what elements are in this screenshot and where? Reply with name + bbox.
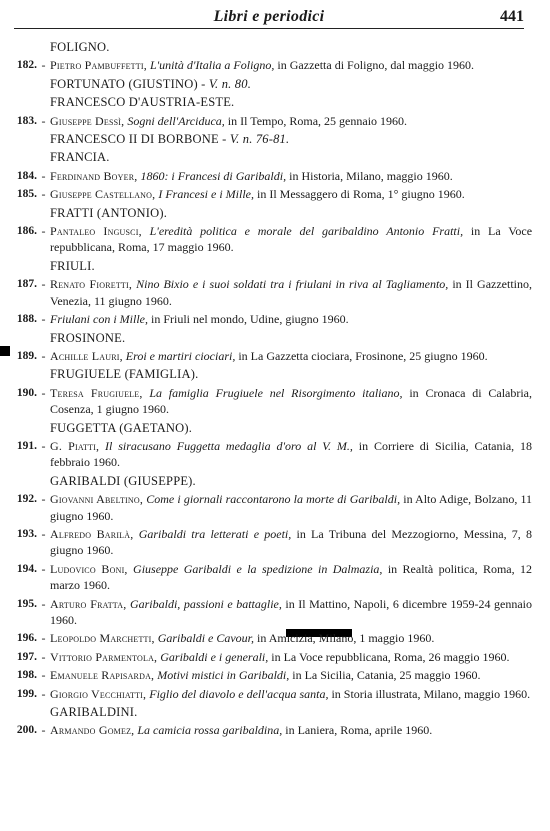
entry-title: Eroi e martiri ciociari, xyxy=(125,348,236,363)
entry-dash: - xyxy=(41,113,46,128)
bibliography-entry xyxy=(14,491,534,524)
page-number: 441 xyxy=(500,8,524,25)
entry-title: Garibaldi e i generali, xyxy=(160,649,269,664)
heading-text: FOLIGNO. xyxy=(50,40,110,54)
entry-number: 187. xyxy=(16,278,37,291)
heading-text: FRIULI. xyxy=(50,258,95,273)
entry-text xyxy=(50,168,534,184)
section-heading xyxy=(14,366,534,382)
bibliography-entry xyxy=(14,168,534,184)
section-heading xyxy=(14,473,534,489)
entry-source: in Gazzetta di Foligno, dal maggio 1960. xyxy=(277,58,475,73)
bibliography-entry xyxy=(14,186,534,202)
entry-text xyxy=(50,57,534,73)
entry-source: in La Voce repubblicana, Roma, 17 maggio 1960. xyxy=(50,224,533,255)
bibliography-entry xyxy=(14,438,534,471)
heading-text: FRUGIUELE (FAMIGLIA). xyxy=(50,367,199,382)
bibliography-entry xyxy=(14,113,534,129)
entry-number: 200. xyxy=(16,724,37,737)
bibliography-entry xyxy=(14,686,534,702)
entry-title: Garibaldi, passioni e battaglie, xyxy=(129,596,282,611)
entry-dash: - xyxy=(41,348,46,363)
entry-text xyxy=(50,686,534,702)
entry-title: Figlio del diavolo e dell'acqua santa, xyxy=(149,686,329,701)
entry-source: in Realtà politica, Roma, 12 marzo 1960. xyxy=(50,561,533,593)
bibliography-entry xyxy=(14,722,534,738)
section-heading xyxy=(14,420,534,436)
entry-dash: - xyxy=(41,596,46,611)
entry-text xyxy=(50,438,534,471)
entry-source: in La Voce repubblicana, Roma, 26 maggio 1960. xyxy=(271,649,510,664)
entry-author: Renato Fioretti, xyxy=(50,277,133,292)
entry-title: Giuseppe Garibaldi e la spedizione in Dalmazia, xyxy=(133,561,383,576)
entry-author: Pantaleo Ingusci, xyxy=(50,224,142,239)
entry-dash: - xyxy=(41,312,46,327)
entry-source: in Amicizia, Milano, 1 maggio 1960. xyxy=(257,631,435,646)
entry-number: 193. xyxy=(16,527,37,540)
entry-text xyxy=(50,385,534,418)
entry-text xyxy=(50,667,534,683)
bibliography-entry xyxy=(14,667,534,683)
entry-title: Garibaldi tra letterati e poeti, xyxy=(138,526,292,541)
entry-number: 183. xyxy=(16,114,37,127)
entry-text xyxy=(50,526,534,559)
cross-reference: V. n. 80. xyxy=(208,76,252,91)
section-heading xyxy=(14,76,534,92)
bibliography-entry xyxy=(14,276,534,309)
entry-source: in La Tribuna del Mezzogiorno, Messina, 7, 8 giugno 1960. xyxy=(50,526,533,558)
entry-author: Giorgio Vecchiatti, xyxy=(50,686,147,701)
entry-dash: - xyxy=(41,561,46,576)
entry-title: Sogni dell'Arciduca, xyxy=(127,113,225,128)
entry-text xyxy=(50,223,534,256)
entry-number: 184. xyxy=(16,169,37,182)
entry-text xyxy=(50,722,534,738)
entry-title: Nino Bixio e i suoi soldati tra i friulani in riva al Tagliamento, xyxy=(136,277,449,292)
entry-dash: - xyxy=(41,168,46,183)
bibliography-entry xyxy=(14,223,534,256)
entry-text xyxy=(50,630,534,646)
bibliography-entry xyxy=(14,526,534,559)
running-header xyxy=(14,2,524,29)
entry-number: 196. xyxy=(16,632,37,645)
entry-dash: - xyxy=(41,649,46,664)
entry-source: in Laniera, Roma, aprile 1960. xyxy=(285,723,433,738)
heading-text: FRANCIA. xyxy=(50,150,110,165)
section-heading xyxy=(14,704,534,720)
entry-author: Pietro Pambuffetti, xyxy=(50,58,147,73)
entry-author: Teresa Frugiuele, xyxy=(50,385,143,400)
entry-number: 190. xyxy=(16,386,37,399)
heading-text: FRANCESCO D'AUSTRIA-ESTE. xyxy=(50,95,235,110)
entry-title: Come i giornali raccontarono la morte di Garibaldi, xyxy=(146,492,401,507)
heading-text: FRANCESCO II DI BORBONE - xyxy=(50,132,227,147)
section-heading xyxy=(14,205,534,221)
heading-text: FORTUNATO (GIUSTINO) - xyxy=(50,76,206,91)
heading-text: FROSINONE. xyxy=(50,330,126,345)
heading-text: GARIBALDINI. xyxy=(50,705,138,720)
entry-number: 195. xyxy=(16,597,37,610)
entry-number: 191. xyxy=(16,439,37,452)
entry-author: Emanuele Rapisarda, xyxy=(50,668,155,683)
entry-number: 198. xyxy=(16,669,37,682)
entry-source: in Historia, Milano, maggio 1960. xyxy=(289,168,453,183)
bibliography-entry xyxy=(14,57,534,73)
entry-dash: - xyxy=(41,631,46,646)
entry-text xyxy=(50,491,534,524)
entry-dash: - xyxy=(41,385,46,400)
entry-source: in Corriere di Sicilia, Catania, 18 febbraio 1960. xyxy=(50,438,533,470)
heading-text: FRATTI (ANTONIO). xyxy=(50,205,168,220)
entry-dash: - xyxy=(41,723,46,738)
entry-dash: - xyxy=(41,277,46,292)
bibliography-list xyxy=(14,38,534,741)
entry-dash: - xyxy=(41,187,46,202)
entry-author: Giuseppe Castellano, xyxy=(50,187,156,202)
bibliography-entry xyxy=(14,311,534,327)
entry-title: I Francesi e i Mille, xyxy=(158,187,254,202)
entry-source: in Il Gazzettino, Venezia, 11 giugno 1960. xyxy=(50,277,533,308)
entry-source: in Il Messaggero di Roma, 1° giugno 1960. xyxy=(256,187,465,202)
entry-dash: - xyxy=(41,668,46,683)
entry-text xyxy=(50,649,534,665)
entry-text xyxy=(50,348,534,364)
entry-author: Vittorio Parmentola, xyxy=(50,649,158,664)
heading-text: GARIBALDI (GIUSEPPE). xyxy=(50,473,196,488)
entry-author: G. Piatti, xyxy=(50,438,100,453)
entry-number: 197. xyxy=(16,650,37,663)
entry-author: Arturo Fratta, xyxy=(50,596,127,611)
entry-number: 199. xyxy=(16,687,37,700)
entry-text xyxy=(50,311,534,327)
entry-title: 1860: i Francesi di Garibaldi, xyxy=(140,168,287,183)
entry-text xyxy=(50,276,534,309)
entry-text xyxy=(50,186,534,202)
entry-dash: - xyxy=(41,438,46,453)
entry-dash: - xyxy=(41,686,46,701)
heading-text: FUGGETTA (GAETANO). xyxy=(50,420,193,435)
entry-source: in Il Tempo, Roma, 25 gennaio 1960. xyxy=(227,113,408,128)
entry-title: Motivi mistici in Garibaldi, xyxy=(157,668,290,683)
entry-number: 192. xyxy=(16,493,37,506)
entry-number: 182. xyxy=(16,59,37,72)
entry-author: Giovanni Abeltino, xyxy=(50,492,144,507)
entry-title: La famiglia Frugiuele nel Risorgimento italiano, xyxy=(149,385,403,400)
entry-author: Giuseppe Dessì, xyxy=(50,113,125,128)
entry-text xyxy=(50,596,534,629)
bibliography-entry xyxy=(14,630,534,646)
entry-author: Ferdinand Boyer, xyxy=(50,168,138,183)
entry-source: in Alto Adige, Bolzano, 11 giugno 1960. xyxy=(50,492,533,523)
bibliography-entry xyxy=(14,561,534,594)
entry-title: L'eredità politica e morale del garibaldino Antonio Fratti, xyxy=(149,224,464,239)
section-heading xyxy=(14,39,534,55)
section-heading xyxy=(14,258,534,274)
entry-number: 189. xyxy=(16,349,37,362)
entry-dash: - xyxy=(41,526,46,541)
entry-dash: - xyxy=(41,58,46,73)
entry-title: Friulani con i Mille, xyxy=(50,312,148,327)
entry-source: in Cronaca di Calabria, Cosenza, 1 giugno 1960. xyxy=(50,385,533,417)
entry-title: Garibaldi e Cavour, xyxy=(157,631,255,646)
bibliography-entry xyxy=(14,649,534,665)
entry-source: in Storia illustrata, Milano, maggio 1960. xyxy=(331,686,531,701)
entry-dash: - xyxy=(41,492,46,507)
entry-text xyxy=(50,561,534,594)
section-heading xyxy=(14,94,534,110)
entry-number: 194. xyxy=(16,562,37,575)
entry-author: Leopoldo Marchetti, xyxy=(50,631,155,646)
bibliography-entry xyxy=(14,385,534,418)
running-title: Libri e periodici xyxy=(213,8,325,25)
entry-author: Alfredo Barilà, xyxy=(50,526,134,541)
entry-number: 188. xyxy=(16,313,37,326)
section-heading xyxy=(14,149,534,165)
entry-author: Achille Lauri, xyxy=(50,348,123,363)
entry-title: Il siracusano Fuggetta medaglia d'oro al V. M., xyxy=(105,438,353,453)
margin-marker xyxy=(0,346,10,356)
entry-source: in Il Mattino, Napoli, 6 dicembre 1959-24 gennaio 1960. xyxy=(50,596,533,627)
entry-title: L'unità d'Italia a Foligno, xyxy=(149,58,275,73)
entry-dash: - xyxy=(41,224,46,239)
entry-source: in Friuli nel mondo, Udine, giugno 1960. xyxy=(151,312,349,327)
section-heading xyxy=(14,131,534,147)
entry-number: 186. xyxy=(16,225,37,238)
entry-author: Ludovico Boni, xyxy=(50,561,128,576)
section-heading xyxy=(14,330,534,346)
bibliography-entry xyxy=(14,348,534,364)
entry-number: 185. xyxy=(16,188,37,201)
bibliography-entry xyxy=(14,596,534,629)
entry-source: in La Sicilia, Catania, 25 maggio 1960. xyxy=(292,668,481,683)
entry-source: in La Gazzetta ciociara, Frosinone, 25 giugno 1960. xyxy=(238,348,488,363)
entry-author: Armando Gomez, xyxy=(50,723,135,738)
entry-title: La camicia rossa garibaldina, xyxy=(137,723,283,738)
cross-reference: V. n. 76-81. xyxy=(229,132,290,147)
entry-text xyxy=(50,113,534,129)
